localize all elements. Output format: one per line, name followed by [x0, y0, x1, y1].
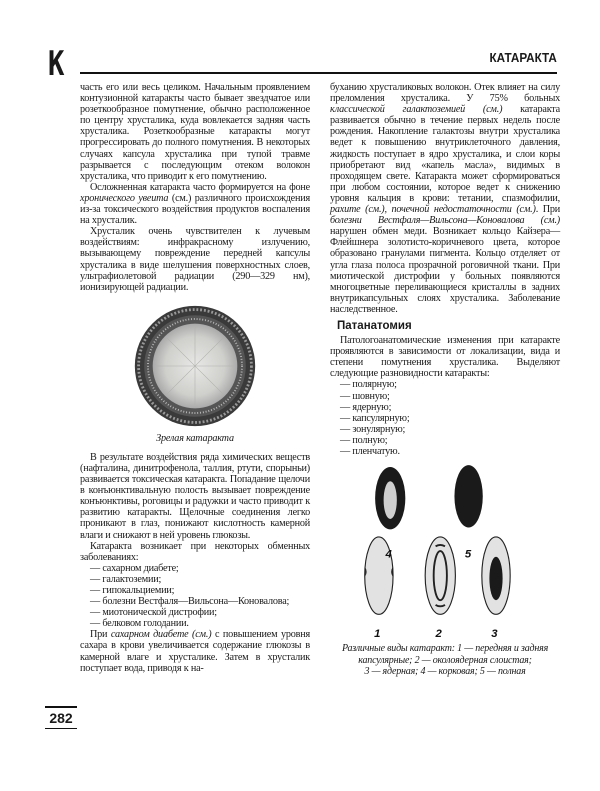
cataract-types-diagram — [360, 465, 530, 640]
figure-caption: Зрелая катаракта — [156, 432, 234, 444]
list-item: — пленчатую. — [340, 446, 400, 457]
text: (см.) — [188, 629, 212, 641]
figure-label: 2 — [435, 628, 442, 641]
paragraph: Катаракта возникает при некоторых обменных заболеваниях: — [80, 540, 310, 563]
text: При — [90, 629, 111, 641]
caption-line: Различные виды катаракт: 1 — передняя и задняя — [341, 643, 549, 655]
list-item: — галактоземии; — [90, 573, 162, 585]
term-link: хронического увеита — [80, 192, 169, 204]
figure-label: 5 — [464, 548, 471, 561]
paragraph: часть его или весь целиком. Начальным проявлением контузионной катаракты часто бывает звездчатое или розеткообразное помутнение, обычно расположенное по центру хрусталика, куда вовлекается задняя часть хрусталика. Розеткообразные катаракты могут прогрессировать до полного помутнения. В некоторых случаях капсула хрусталика при тупой травме разрывается с последующим отеком волокон хрусталика, что приводит к его помутнению. — [80, 82, 310, 182]
list-item: — зонулярную; — [340, 423, 406, 435]
page-number: 282 — [45, 704, 77, 731]
figure-label: 4 — [385, 548, 392, 561]
text: буханию хрусталиковых волокон. Отек влияет на силу преломления хрусталика. У 75% больных — [330, 82, 560, 105]
list-item: — белковом голодании. — [90, 618, 189, 630]
list — [330, 379, 560, 457]
paragraph — [330, 82, 560, 315]
figure-label: 3 — [491, 628, 498, 641]
term-link: болезни Вестфаля—Вильсона—Коновалова (см.) — [330, 215, 560, 227]
text: с повышением уровня сахара в крови увеличивается содержание глюкозы в камерной влаге и хрусталике. Затем в хрусталик поступает вода, приводя к на- — [80, 629, 311, 674]
term-link: классической галактоземией (см.) — [330, 104, 503, 116]
list-item: — шовную; — [340, 390, 390, 402]
lens-3-nuclear — [482, 537, 510, 614]
right-column — [330, 82, 560, 678]
list-item: — полярную; — [340, 379, 397, 391]
text: (см.) — [168, 192, 192, 204]
section-letter: К — [48, 44, 65, 84]
list-item: — гипокальциемии; — [90, 585, 175, 596]
list-item: — капсулярную; — [340, 412, 410, 424]
section-heading: Патанатомия — [337, 319, 412, 332]
paragraph — [80, 629, 310, 673]
text: Осложненная катаракта часто формируется на фоне — [90, 181, 310, 193]
term-link: рахите (см.), почечной недостаточности (см.) — [330, 204, 536, 216]
list-item: — полную; — [340, 434, 388, 446]
caption-line: капсулярные; 2 — околоядерная слоистая; — [358, 654, 532, 666]
text: катаракта развивается обычно в течение первых недель после рождения. Накопление галактозы внутри хрусталика ведет к повышению внутриклеточного давления, жидкость поступает в ядро хрусталика, и слои коры приобретают вид «капель масла», видимых в проходящем свете. Катаракта может сформироваться при любом состоянии, которое ведет к снижению уровня кальция в крови: тетании, спазмофилии, — [330, 104, 561, 204]
text: нарушен обмен меди. Возникает кольцо Кайзера—Флейшнера золотисто-коричневого цвета, которое образовано гранулами пигмента. Кольцо отделяет от угла глаза полоса прозрачной роговичной ткани. При миотической дистрофии у больных появляются многоцветные переливающиеся кристаллы в задних внутрикапсульных слоях хрусталика. Заболевание наследственное. — [330, 226, 560, 315]
list-item: — болезни Вестфаля—Вильсона—Коновалова; — [90, 596, 290, 608]
paragraph: В результате воздействия ряда химических веществ (нафталина, динитрофенола, таллия, ртути, спорыньи) развивается токсическая катаракта. Попадание щелочи в конъюнктивальную полость вызывает повреждение конъюнктивы, роговицы и радужки и часто приводит к развитию катаракты. Щелочные соединения легко проникают в глаз, понижают кислотность камерной влаги и снижают в ней уровень глюкозы. — [80, 451, 310, 541]
running-title: КАТАРАКТА — [489, 50, 557, 65]
caption-line: 3 — ядерная; 4 — корковая; 5 — полная — [364, 666, 526, 678]
list-item: — сахарном диабете; — [90, 562, 179, 574]
mature-cataract-image — [132, 303, 258, 429]
left-column — [80, 82, 310, 674]
paragraph: Хрусталик очень чувствителен к лучевым воздействиям: инфракрасному излучению, вызывающему повреждение передней капсулы хрусталика в виде шелушения поверхностных слоев, ультрафиолетовой радиации (290—329 нм), ионизирующей радиации. — [80, 226, 310, 293]
list — [80, 563, 310, 630]
header-rule — [80, 72, 557, 74]
lens-5-total — [454, 465, 482, 527]
lens-2-zonular — [425, 537, 455, 614]
figure-caption — [330, 643, 560, 678]
list-item: — ядерную; — [340, 401, 392, 413]
list-item: — миотонической дистрофии; — [90, 607, 217, 619]
text: различного происхождения из-за токсического воздействия продуктов воспаления на хрусталик. — [80, 192, 310, 227]
text: . При — [535, 204, 560, 216]
term-link: сахарном диабете — [110, 629, 189, 641]
paragraph — [80, 182, 310, 226]
paragraph: Патологоанатомические изменения при катаракте проявляются в зависимости от локализации, вида и степени помутнения хрусталика. Выделяют следующие разновидности катаракты: — [330, 335, 560, 380]
figure-label: 1 — [374, 628, 381, 641]
lens-4-cortical — [375, 467, 405, 529]
